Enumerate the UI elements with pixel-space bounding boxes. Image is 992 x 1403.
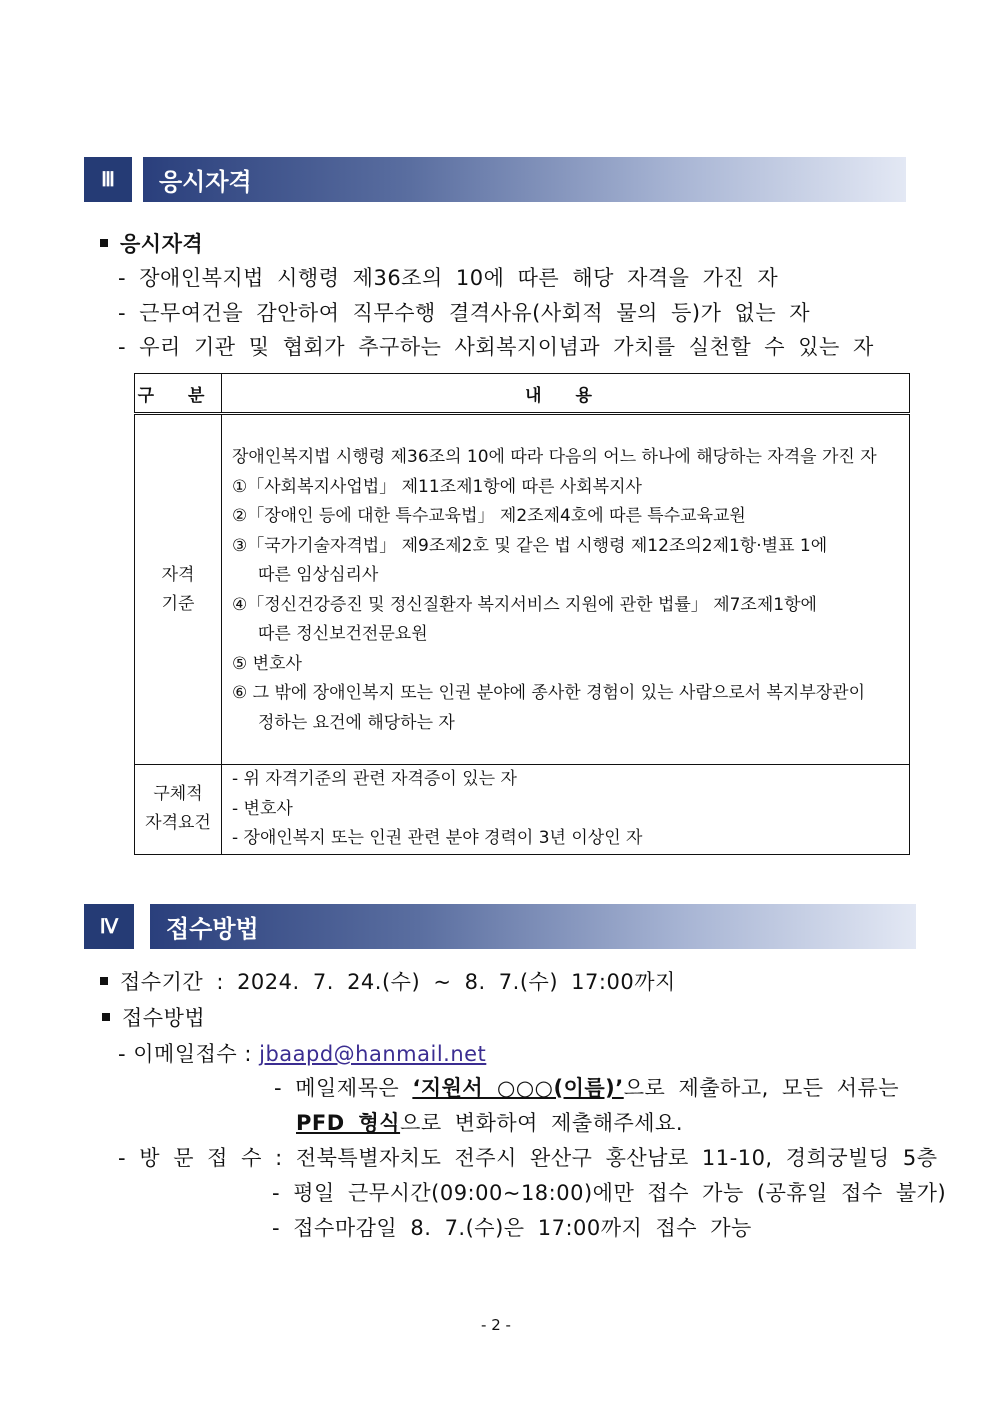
section-4-title: 접수방법 (150, 904, 916, 949)
specific-content (222, 765, 910, 855)
email-note-1: - 메일제목은 ‘지원서 ○○○(이름)’으로 제출하고, 모든 서류는 (274, 1076, 900, 1100)
visit-application: - 방 문 접 수 : 전북특별자치도 전주시 완산구 홍산남로 11-10, 경희궁빌딩 5층 (118, 1146, 938, 1170)
table-row-specific (135, 765, 910, 855)
criteria-content (222, 414, 910, 765)
file-format: PFD 형식 (296, 1111, 401, 1135)
header-category: 구 분 (135, 374, 222, 414)
email-application: - 이메일접수 : jbaapd@hanmail.net (118, 1042, 487, 1066)
criteria-line: ①「사회복지사업법」 제11조제1항에 따른 사회복지사 (232, 476, 642, 497)
section-3-title: 응시자격 (143, 157, 906, 202)
page-number: - 2 - (481, 1316, 511, 1334)
email-link[interactable]: jbaapd@hanmail.net (259, 1042, 487, 1066)
criteria-label: 자격 기준 (135, 414, 222, 765)
section-4-header (84, 904, 916, 949)
table-header-row (135, 374, 910, 414)
criteria-line: ⑥ 그 밖에 장애인복지 또는 인권 분야에 종사한 경험이 있는 사람으로서 복지부장관이 (232, 683, 866, 703)
qualification-item-3: - 우리 기관 및 협회가 추구하는 사회복지이념과 가치를 실천할 수 있는 자 (118, 335, 874, 359)
specific-line: - 위 자격기준의 관련 자격증이 있는 자 (232, 769, 517, 789)
header-content: 내 용 (222, 374, 910, 414)
application-period: 접수기간 : 2024. 7. 24.(수) ~ 8. 7.(수) 17:00까지 (100, 966, 676, 996)
square-bullet-icon (100, 977, 108, 985)
criteria-line: 따른 임상심리사 (258, 565, 379, 585)
qualification-item-2: - 근무여건을 감안하여 직무수행 결격사유(사회적 물의 등)가 없는 자 (118, 301, 811, 325)
specific-label: 구체적 자격요건 (135, 765, 222, 855)
qualification-item-1: - 장애인복지법 시행령 제36조의 10에 따른 해당 자격을 가진 자 (118, 266, 779, 290)
section-4-number: Ⅳ (84, 904, 134, 949)
criteria-line: 장애인복지법 시행령 제36조의 10에 따라 다음의 어느 하나에 해당하는 자격을 가진 자 (232, 447, 877, 467)
square-bullet-icon (100, 239, 108, 247)
criteria-line: ③「국가기술자격법」 제9조제2호 및 같은 법 시행령 제12조의2제1항·별표 1에 (232, 535, 828, 556)
section-3-number: Ⅲ (84, 157, 132, 202)
email-subject-format: ‘지원서 ○○○(이름)’ (412, 1076, 624, 1100)
visit-note-1: - 평일 근무시간(09:00~18:00)에만 접수 가능 (공휴일 접수 불가) (272, 1181, 947, 1205)
application-method-heading: 접수방법 (102, 1002, 205, 1032)
square-bullet-icon (102, 1013, 110, 1021)
table-row-criteria (135, 414, 910, 765)
specific-line: - 장애인복지 또는 인권 관련 분야 경력이 3년 이상인 자 (232, 828, 643, 848)
criteria-line: 정하는 요건에 해당하는 자 (258, 712, 455, 733)
criteria-line: ④「정신건강증진 및 정신질환자 복지서비스 지원에 관한 법률」 제7조제1항에 (232, 594, 817, 615)
criteria-line: 따른 정신보건전문요원 (258, 624, 428, 644)
visit-note-2: - 접수마감일 8. 7.(수)은 17:00까지 접수 가능 (272, 1216, 752, 1240)
criteria-line: ②「장애인 등에 대한 특수교육법」 제2조제4호에 따른 특수교육교원 (232, 506, 746, 526)
email-note-2: PFD 형식으로 변화하여 제출해주세요. (296, 1111, 684, 1135)
specific-line: - 변호사 (232, 798, 293, 819)
section-3-header (84, 157, 906, 202)
qualification-heading: 응시자격 (100, 228, 203, 258)
criteria-line: ⑤ 변호사 (232, 653, 302, 674)
qualification-table (134, 373, 910, 855)
